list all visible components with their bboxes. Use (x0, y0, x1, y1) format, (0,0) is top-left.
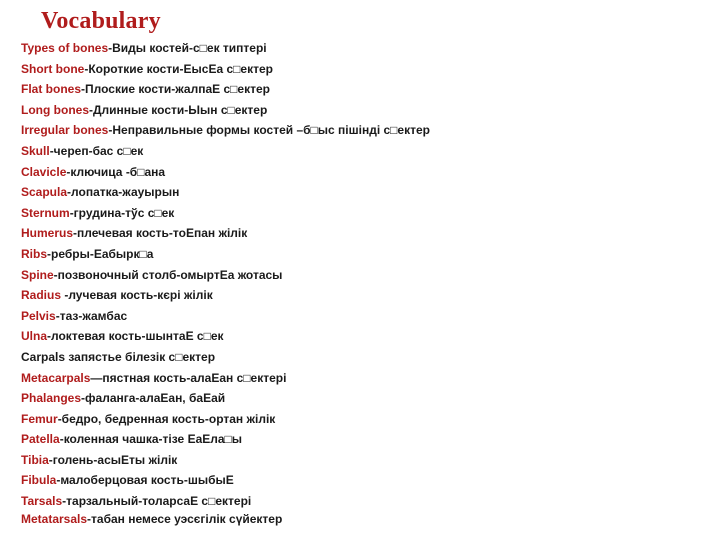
vocab-term: Flat bones (21, 82, 82, 97)
vocab-term: Ribs (21, 246, 48, 261)
vocab-translation: -фаланга-алаЕан, баЕай (81, 391, 226, 406)
vocab-translation: -Плоские кости-жалпаЕ с□ектер (81, 82, 270, 97)
vocab-term: Metacarpals (21, 370, 91, 385)
vocab-translation: -тарзальный-толарсаЕ с□ектері (62, 494, 252, 509)
vocab-translation: -ключица -б□ана (66, 164, 166, 179)
vocab-term: Sternum (21, 205, 70, 220)
vocab-row (21, 120, 711, 141)
vocab-row (21, 141, 711, 162)
vocab-row (21, 306, 711, 327)
vocab-term: Metatarsals (21, 511, 88, 526)
vocab-row (21, 429, 711, 450)
vocab-term: Irregular bones (21, 123, 109, 138)
vocab-translation: -позвоночный столб-омыртЕа жотасы (53, 267, 283, 282)
vocab-row (21, 509, 711, 530)
vocab-term: Short bone (21, 61, 85, 76)
vocab-translation: -плечевая кость-тоЕпан жілік (73, 226, 248, 241)
vocab-row (21, 203, 711, 224)
vocab-row (21, 347, 711, 368)
vocab-translation: -ребры-Еабырк□а (47, 246, 154, 261)
vocab-row (21, 285, 711, 306)
vocab-row (21, 368, 711, 389)
vocab-row (21, 79, 711, 100)
vocab-row (21, 162, 711, 183)
vocab-term: Phalanges (21, 391, 82, 406)
vocab-term: Types of bones (21, 41, 109, 55)
vocab-row (21, 223, 711, 244)
vocab-translation: —пястная кость-алаЕан с□ектері (90, 370, 287, 385)
vocab-row (21, 388, 711, 409)
vocab-row (21, 470, 711, 491)
vocab-translation: -лопатка-жауырын (67, 185, 180, 200)
vocabulary-list (21, 38, 711, 529)
vocab-translation: -табан немесе уэсєгілік сүйектер (87, 511, 283, 526)
vocab-translation: -малоберцовая кость-шыбыЕ (56, 473, 234, 488)
vocab-translation: -голень-асыЕты жілік (48, 452, 178, 467)
vocab-term: Femur (21, 411, 58, 426)
vocab-translation: -череп-бас с□ек (49, 143, 144, 158)
vocab-term: Clavicle (21, 164, 67, 179)
vocab-row (21, 100, 711, 121)
vocab-translation: -бедро, бедренная кость-ортан жілік (57, 411, 276, 426)
vocab-term: Radius (21, 288, 65, 303)
vocab-row (21, 265, 711, 286)
vocab-row (21, 326, 711, 347)
vocab-term: Humerus (21, 226, 74, 241)
vocab-term: Pelvis (21, 308, 56, 323)
vocab-term: Tarsals (21, 494, 63, 509)
vocab-translation: -лучевая кость-кєрі жілік (64, 288, 213, 303)
vocab-row (21, 59, 711, 80)
vocab-row (21, 244, 711, 265)
vocab-term: Tibia (21, 452, 49, 467)
vocab-term: Skull (21, 143, 50, 158)
vocab-translation: -Неправильные формы костей –б□ыс пішінді с□ектер (108, 123, 430, 138)
vocab-term: Carpals (21, 349, 66, 364)
vocab-term: Fibula (21, 473, 57, 488)
vocab-translation: -Длинные кости-Ыын с□ектер (89, 102, 268, 117)
vocab-row (21, 38, 711, 59)
vocab-row (21, 409, 711, 430)
vocab-translation: -грудина-тўс с□ек (69, 205, 175, 220)
vocab-term: Long bones (21, 102, 89, 117)
vocab-translation: -таз-жамбас (55, 308, 128, 323)
vocab-term: Spine (21, 267, 54, 282)
vocab-row (21, 182, 711, 203)
vocab-translation: -локтевая кость-шынтаЕ с□ек (47, 329, 224, 344)
vocab-term: Scapula (21, 185, 68, 200)
vocab-term: Patella (21, 432, 60, 447)
vocab-row (21, 450, 711, 471)
vocab-translation: -Короткие кости-ЕысЕа с□ектер (84, 61, 273, 76)
vocab-translation: -коленная чашка-тізе ЕаЕла□ы (59, 432, 243, 447)
vocab-translation: запястье білезік с□ектер (65, 349, 216, 364)
vocab-term: Ulna (21, 329, 48, 344)
slide-title: Vocabulary (41, 8, 161, 34)
vocab-translation: -Виды костей-с□ек типтері (108, 41, 267, 55)
